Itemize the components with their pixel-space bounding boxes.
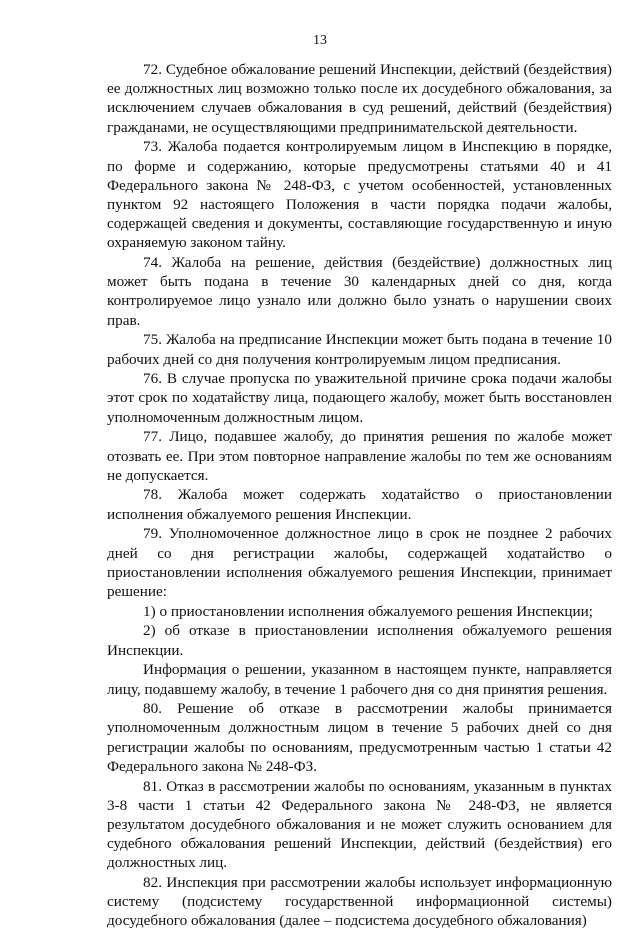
paragraph-79: 79. Уполномоченное должностное лицо в срок не позднее 2 рабочих дней со дня регистрации жалобы, содержащей ходатайство о приостановлении исполнения обжалуемого решения Инспекции, принимает решение: (107, 525, 612, 600)
paragraph-81: 81. Отказ в рассмотрении жалобы по основаниям, указанным в пунктах 3-8 части 1 статьи 42 Федерального закона № 248-ФЗ, не является результатом досудебного обжалования и не может служить основанием для судебного обжалования решений Инспекции, действий (бездействия) его должностных лиц. (107, 777, 612, 872)
paragraph-77: 77. Лицо, подавшее жалобу, до принятия решения по жалобе может отозвать ее. При этом повторное направление жалобы по тем же основаниям не допускается. (107, 428, 612, 484)
paragraph-80: 80. Решение об отказе в рассмотрении жалобы принимается уполномоченным должностным лицом в течение 5 рабочих дней со дня регистрации жалобы по основаниям, предусмотренным частью 1 статьи 42 Федерального закона № 248-ФЗ. (107, 700, 612, 775)
paragraph-79-info: Информация о решении, указанном в настоящем пункте, направляется лицу, подавшему жалобу, в течение 1 рабочего дня со дня принятия решения. (107, 661, 612, 698)
page-number: 13 (313, 33, 327, 48)
paragraph-78: 78. Жалоба может содержать ходатайство о приостановлении исполнения обжалуемого решения Инспекции. (107, 486, 612, 523)
paragraph-73: 73. Жалоба подается контролируемым лицом в Инспекцию в порядке, по форме и содержанию, которые предусмотрены статьями 40 и 41 Федерального закона № 248-ФЗ, с учетом особенностей, установленных пунктом 92 настоящего Положения в части порядка подачи жалобы, содержащей сведения и документы, составляющие государственную и иную охраняемую законом тайну. (107, 138, 612, 252)
paragraph-75: 75. Жалоба на предписание Инспекции может быть подана в течение 10 рабочих дней со дня получения контролируемым лицом предписания. (107, 331, 612, 368)
paragraph-79-item-1: 1) о приостановлении исполнения обжалуемого решения Инспекции; (143, 602, 593, 620)
paragraph-82: 82. Инспекция при рассмотрении жалобы использует информационную систему (подсистему государственной информационной системы) досудебного обжалования (далее – подсистема досудебного обжалования) (107, 874, 612, 930)
paragraph-79-item-2: 2) об отказе в приостановлении исполнения обжалуемого решения Инспекции. (107, 622, 612, 659)
paragraph-76: 76. В случае пропуска по уважительной причине срока подачи жалобы этот срок по ходатайству лица, подающего жалобу, может быть восстановлен уполномоченным должностным лицом. (107, 370, 612, 426)
paragraph-72: 72. Судебное обжалование решений Инспекции, действий (бездействия) ее должностных лиц возможно только после их досудебного обжалования, за исключением случаев обжалования в суд решений, действий (бездействия) гражданами, не осуществляющими предпринимательской деятельности. (107, 61, 612, 136)
paragraph-74: 74. Жалоба на решение, действия (бездействие) должностных лиц может быть подана в течение 30 календарных дней со дня, когда контролируемое лицо узнало или должно было узнать о нарушении своих прав. (107, 254, 612, 329)
document-body (107, 60, 612, 931)
